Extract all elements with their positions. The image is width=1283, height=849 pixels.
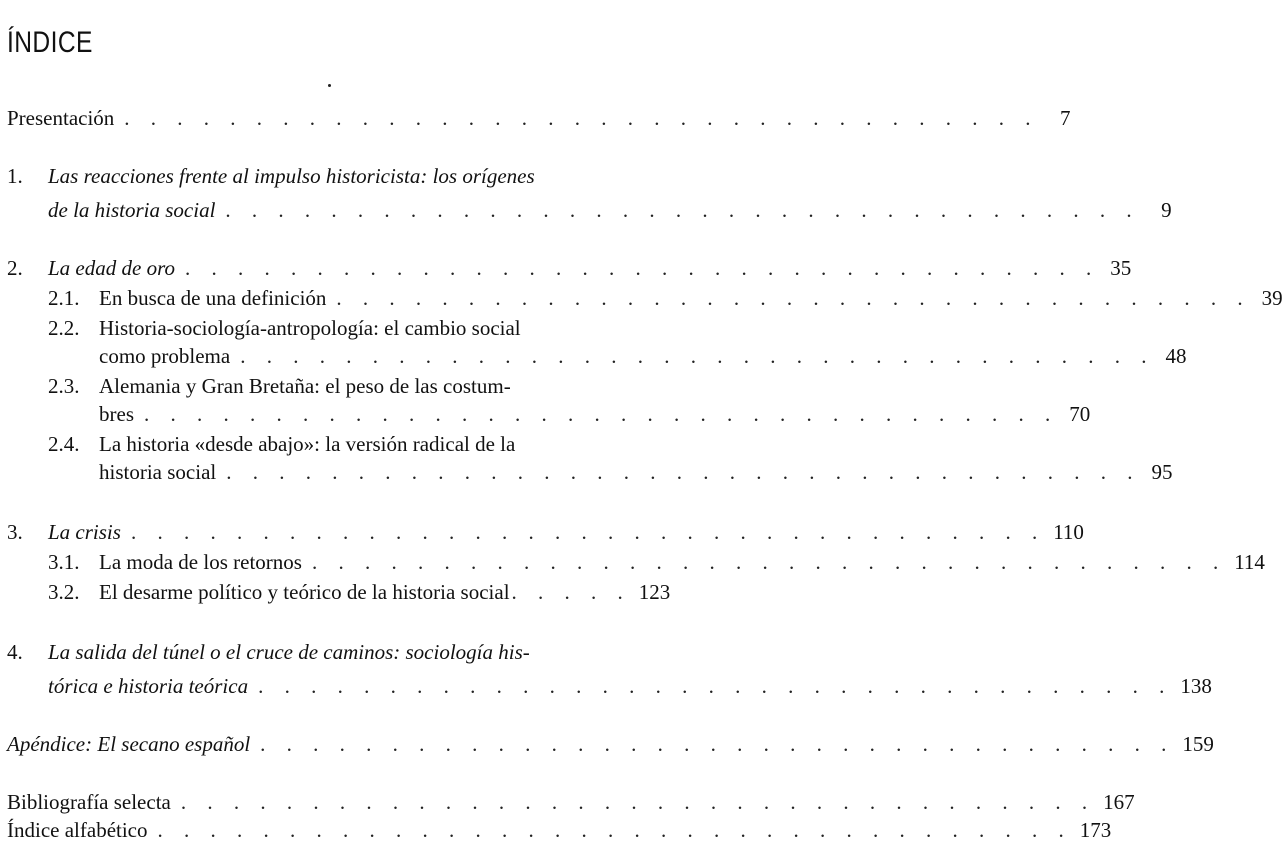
section-number: 3.1. xyxy=(48,550,80,574)
leader-dots: . . . . . . . . . . . . . . . . . . . . . . . . . . . . . . . . . . . xyxy=(180,790,1096,814)
section-number: 2.2. xyxy=(48,316,80,340)
leader-dots: . . . . . . . . . . . . . . . . . . . . . . . . . . . . . . . . . . . xyxy=(157,818,1072,842)
toc-entry-page: 7 xyxy=(1060,106,1071,130)
toc-entry-chapter-3[interactable] xyxy=(48,518,1084,547)
toc-entry-page: 9 xyxy=(1161,198,1172,222)
toc-entry-chapter-2[interactable] xyxy=(48,254,1132,283)
toc-entry-page: 35 xyxy=(1110,256,1132,280)
chapter-title-line: tórica e historia teórica xyxy=(48,674,249,698)
toc-entry-page: 138 xyxy=(1180,674,1212,698)
chapter-number: 2. xyxy=(7,256,23,280)
section-title-line: bres xyxy=(99,402,134,426)
leader-dots: . . . . . . . . . . . . . . . . . . . . . . . . . . . . . . . . . . . xyxy=(225,198,1140,222)
toc-entry-label: Presentación xyxy=(7,106,115,130)
toc-entry-chapter-4[interactable] xyxy=(48,672,1212,701)
chapter-title-line[interactable]: Las reacciones frente al impulso historicista: los orígenes xyxy=(48,164,535,188)
leader-dots: . . . . . . . . . . . . . . . . . . . . . . . . . . . . . . . . . . . xyxy=(144,402,1059,426)
chapter-title: La crisis xyxy=(48,520,121,544)
leader-dots: . . . . . . . . . . . . . . . . . . . . . . . . . . . . . . . . . . . xyxy=(240,344,1155,368)
toc-entry-page: 167 xyxy=(1103,790,1135,814)
toc-entry-page: 159 xyxy=(1182,732,1214,756)
toc-entry-section-3-2[interactable] xyxy=(99,578,671,607)
chapter-title: La edad de oro xyxy=(48,256,175,280)
toc-entry-section-2-2[interactable] xyxy=(99,342,1187,371)
section-title: En busca de una definición xyxy=(99,286,327,310)
toc-entry-page: 48 xyxy=(1165,344,1187,368)
leader-dots: . . . . . . . . . . . . . . . . . . . . . . . . . . . . . . . . . . . xyxy=(258,674,1173,698)
toc-entry-presentacion[interactable] xyxy=(7,104,1071,133)
leader-dots: . . . . . . . . . . . . . . . . . . . . . . . . . . . . . . . . . . . xyxy=(226,460,1141,484)
toc-entry-page: 173 xyxy=(1079,818,1112,842)
toc-entry-chapter-1[interactable] xyxy=(48,196,1172,225)
leader-dots: . . . . . xyxy=(511,580,631,604)
section-title-line[interactable]: La historia «desde abajo»: la versión radical de la xyxy=(99,432,516,456)
leader-dots: . . . . . . . . . . . . . . . . . . . . . . . . . . . . . . . . . . . xyxy=(260,732,1175,756)
leader-dots: . . . . . . . . . . . . . . . . . . . . . . . . . . . . . . . . . . . xyxy=(184,256,1100,280)
leader-dots: . . . . . . . . . . . . . . . . . . . . . . . . . . . . . . . . . . . xyxy=(311,550,1227,574)
section-title: El desarme político y teórico de la historia social xyxy=(99,580,510,604)
toc-entry-section-3-1[interactable] xyxy=(99,548,1265,577)
toc-entry-page: 39 xyxy=(1261,286,1283,310)
section-title-line: historia social xyxy=(99,460,217,484)
chapter-number: 1. xyxy=(7,164,23,188)
leader-dots: . . . . . . . . . . . . . . . . . . . . . . . . . . . . . . . . . . . xyxy=(124,106,1039,130)
leader-dots: . . . . . . . . . . . . . . . . . . . . . . . . . . . . . . . . . . . xyxy=(130,520,1046,544)
chapter-number: 3. xyxy=(7,520,23,544)
leader-dots: . . . . . . . . . . . . . . . . . . . . . . . . . . . . . . . . . . . xyxy=(336,286,1251,310)
toc-entry-bibliografia[interactable] xyxy=(7,788,1135,817)
toc-entry-apendice[interactable] xyxy=(7,730,1214,759)
toc-entry-label: Apéndice: El secano español xyxy=(7,732,251,756)
toc-entry-page: 110 xyxy=(1053,520,1084,544)
toc-entry-section-2-4[interactable] xyxy=(99,458,1173,487)
section-number: 2.3. xyxy=(48,374,80,398)
toc-entry-label: Bibliografía selecta xyxy=(7,790,171,814)
toc-entry-section-2-3[interactable] xyxy=(99,400,1091,429)
chapter-number: 4. xyxy=(7,640,23,664)
toc-entry-page: 123 xyxy=(638,580,671,604)
toc-entry-page: 114 xyxy=(1234,550,1265,574)
chapter-title-line[interactable]: La salida del túnel o el cruce de caminos: sociología his- xyxy=(48,640,530,664)
section-title-line[interactable]: Historia-sociología-antropología: el cambio social xyxy=(99,316,521,340)
toc-entry-page: 95 xyxy=(1151,460,1173,484)
stray-mark xyxy=(328,84,331,87)
section-number: 3.2. xyxy=(48,580,80,604)
page-title: ÍNDICE xyxy=(7,26,93,59)
section-number: 2.4. xyxy=(48,432,80,456)
section-title: La moda de los retornos xyxy=(99,550,302,574)
section-number: 2.1. xyxy=(48,286,80,310)
toc-entry-indice-alfabetico[interactable] xyxy=(7,816,1112,845)
toc-entry-label: Índice alfabético xyxy=(7,818,148,842)
toc-entry-section-2-1[interactable] xyxy=(99,284,1283,313)
toc-entry-page: 70 xyxy=(1069,402,1091,426)
section-title-line: como problema xyxy=(99,344,231,368)
section-title-line[interactable]: Alemania y Gran Bretaña: el peso de las costum- xyxy=(99,374,511,398)
chapter-title-line: de la historia social xyxy=(48,198,216,222)
